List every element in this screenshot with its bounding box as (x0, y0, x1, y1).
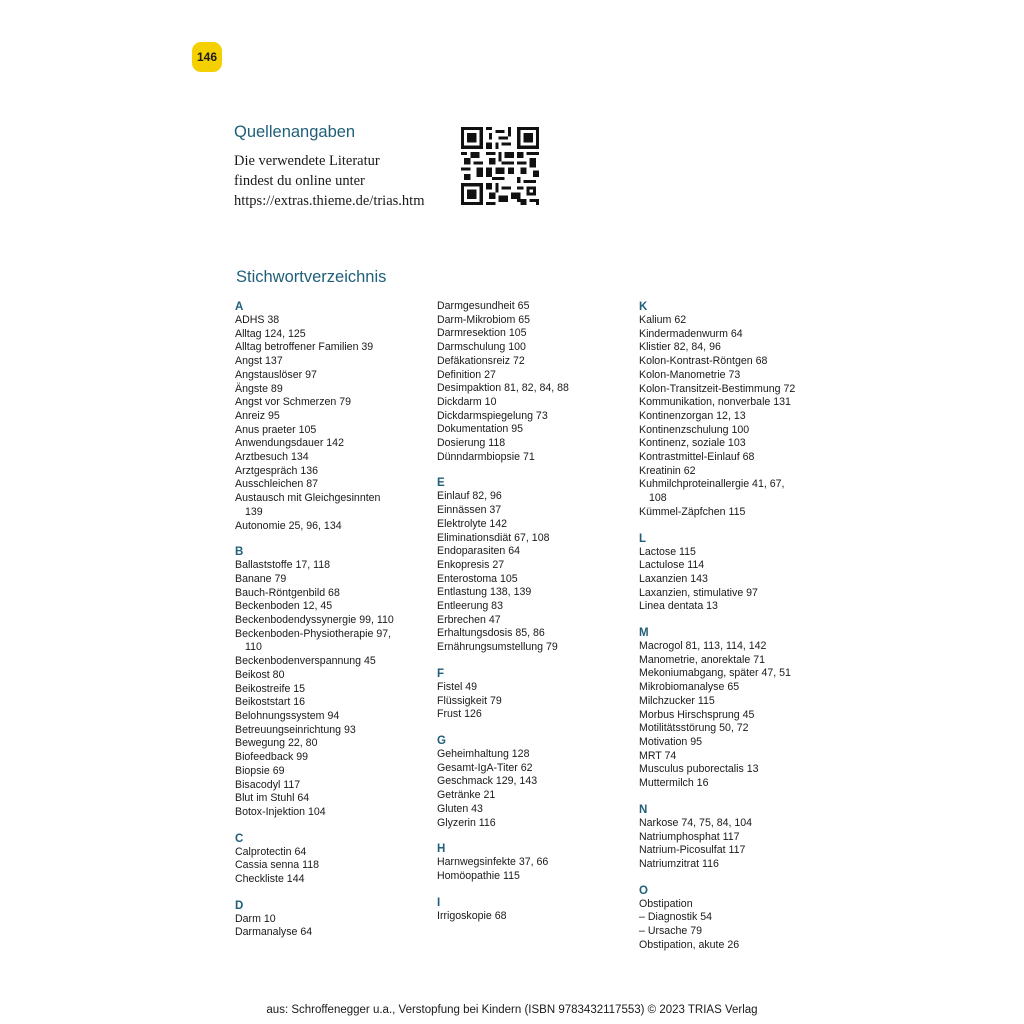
index-entry: Lactose 115 (639, 545, 696, 558)
index-heading: Stichwortverzeichnis (236, 268, 387, 286)
index-entry: – Diagnostik 54 (639, 911, 713, 924)
index-entry: Kontinenz, soziale 103 (639, 437, 746, 450)
index-entry: Getränke 21 (437, 789, 496, 802)
index-entry: Geheimhaltung 128 (437, 747, 530, 760)
index-entry: Kümmel-Zäpfchen 115 (639, 505, 746, 518)
sources-heading: Quellenangaben (234, 123, 356, 141)
index-entry: Kuhmilchproteinallergie 41, 67, (639, 478, 785, 491)
index-entry: Dosierung 118 (437, 437, 506, 450)
index-entry: 139 (245, 505, 263, 518)
index-entry: Bauch-Röntgenbild 68 (235, 586, 340, 599)
index-entry: Darm 10 (235, 912, 276, 925)
index-entry: Entlastung 138, 139 (437, 586, 532, 599)
sources-text (234, 151, 464, 211)
index-letter-heading: C (235, 832, 244, 845)
index-entry: Natrium-Picosulfat 117 (639, 844, 746, 857)
index-entry: 108 (649, 492, 667, 505)
index-group (235, 545, 435, 819)
index-entry: Anreiz 95 (235, 409, 280, 422)
sources-line: Die verwendete Literatur (234, 153, 380, 169)
index-entry: Ängste 89 (235, 382, 283, 395)
index-entry: Glyzerin 116 (437, 816, 496, 829)
index-group (639, 300, 839, 520)
index-entry: Dickdarmspiegelung 73 (437, 409, 548, 422)
index-group (437, 734, 637, 830)
index-entry: Banane 79 (235, 572, 287, 585)
index-entry: Darmgesundheit 65 (437, 300, 530, 312)
index-entry: Autonomie 25, 96, 134 (235, 519, 342, 532)
index-entry: Bewegung 22, 80 (235, 737, 318, 750)
index-entry: Fistel 49 (437, 680, 478, 693)
index-entry: Arztbesuch 134 (235, 451, 309, 464)
index-group (235, 899, 435, 940)
index-entry: Irrigoskopie 68 (437, 909, 507, 922)
index-column-1 (235, 300, 435, 952)
index-letter-heading: M (639, 627, 649, 640)
index-entry: Belohnungssystem 94 (235, 709, 340, 722)
index-entry: Defäkationsreiz 72 (437, 354, 525, 367)
index-entry: Beikost 80 (235, 668, 285, 681)
index-entry: Kindermadenwurm 64 (639, 327, 743, 340)
index-column-2 (437, 300, 637, 935)
index-entry: Kontinenzschulung 100 (639, 423, 750, 436)
index-entry: Enterostoma 105 (437, 572, 518, 585)
index-entry: Narkose 74, 75, 84, 104 (639, 816, 753, 829)
index-group (437, 667, 637, 722)
index-entry: Betreuungseinrichtung 93 (235, 723, 356, 736)
index-entry: Lactulose 114 (639, 559, 705, 572)
index-entry: Harnwegsinfekte 37, 66 (437, 856, 549, 869)
index-entry: Kolon-Manometrie 73 (639, 368, 741, 381)
index-entry: Laxanzien, stimulative 97 (639, 586, 758, 599)
index-entry: Kalium 62 (639, 314, 687, 326)
index-group (639, 626, 839, 791)
index-entry: Anwendungsdauer 142 (235, 437, 344, 450)
index-entry: Flüssigkeit 79 (437, 694, 502, 707)
index-entry: Einlauf 82, 96 (437, 490, 502, 503)
index-entry: Kontinenzorgan 12, 13 (639, 409, 746, 422)
index-entry: MRT 74 (639, 749, 677, 762)
index-entry: Darm-Mikrobiom 65 (437, 313, 531, 326)
index-entry: Ernährungsumstellung 79 (437, 641, 558, 654)
index-entry: Macrogol 81, 113, 114, 142 (639, 640, 767, 653)
index-entry: Desimpaktion 81, 82, 84, 88 (437, 382, 569, 395)
index-entry: Motivation 95 (639, 735, 703, 748)
index-entry: Definition 27 (437, 368, 496, 381)
qr-code-icon[interactable] (461, 127, 539, 205)
index-entry: Erbrechen 47 (437, 613, 501, 626)
index-entry: 110 (245, 641, 262, 654)
index-entry: Angst 137 (235, 355, 283, 368)
index-entry: Kontrastmittel-Einlauf 68 (639, 451, 755, 464)
index-letter-heading: N (639, 803, 648, 816)
index-letter-heading: A (235, 301, 244, 313)
index-letter-heading: G (437, 734, 446, 747)
index-entry: Alltag 124, 125 (235, 327, 306, 340)
index-entry: Obstipation (639, 897, 693, 910)
index-entry: Frust 126 (437, 708, 482, 721)
page-number: 146 (196, 50, 218, 64)
index-entry: Austausch mit Gleichgesinnten (235, 492, 381, 505)
index-letter-heading: I (437, 896, 441, 909)
index-entry: Mekoniumabgang, später 47, 51 (639, 667, 791, 680)
index-entry: Kolon-Kontrast-Röntgen 68 (639, 355, 768, 368)
index-entry: Laxanzien 143 (639, 572, 708, 585)
index-entry: Ballaststoffe 17, 118 (235, 559, 331, 572)
index-entry: Alltag betroffener Familien 39 (235, 341, 374, 354)
index-entry: ADHS 38 (235, 314, 280, 326)
index-entry: Dokumentation 95 (437, 423, 523, 436)
index-entry: Endoparasiten 64 (437, 545, 521, 558)
index-entry: Beckenbodenverspannung 45 (235, 655, 376, 668)
index-entry: Morbus Hirschsprung 45 (639, 708, 755, 721)
index-entry: Blut im Stuhl 64 (235, 792, 310, 805)
index-entry: Obstipation, akute 26 (639, 938, 740, 951)
index-entry: Ausschleichen 87 (235, 478, 319, 491)
index-entry: Gluten 43 (437, 802, 483, 815)
sources-url[interactable]: https://extras.thieme.de/trias.htm (234, 193, 425, 209)
index-entry: Dünndarmbiopsie 71 (437, 450, 535, 463)
index-entry: Musculus puborectalis 13 (639, 763, 759, 776)
index-letter-heading: K (639, 301, 648, 313)
index-entry: Beckenboden 12, 45 (235, 600, 333, 613)
page-number-badge (192, 42, 222, 72)
index-entry: Entleerung 83 (437, 600, 503, 613)
index-entry: Bisacodyl 117 (235, 778, 301, 791)
index-group (437, 476, 637, 654)
index-letter-heading: D (235, 899, 244, 912)
index-group (639, 803, 839, 872)
index-entry: Beckenbodendyssynergie 99, 110 (235, 614, 394, 627)
index-entry: Beckenboden-Physiotherapie 97, (235, 627, 392, 640)
index-entry: Biopsie 69 (235, 764, 285, 777)
index-group (437, 896, 637, 924)
index-entry: Mikrobiomanalyse 65 (639, 681, 740, 694)
index-entry: Einnässen 37 (437, 504, 502, 517)
index-entry: Darmresektion 105 (437, 327, 527, 340)
index-entry: – Ursache 79 (639, 925, 703, 938)
index-letter-heading: E (437, 477, 445, 490)
index-entry: Linea dentata 13 (639, 600, 718, 613)
index-group (235, 300, 435, 533)
index-group (235, 832, 435, 887)
index-entry: Biofeedback 99 (235, 751, 309, 764)
index-entry: Beikoststart 16 (235, 696, 306, 709)
index-entry: Kommunikation, nonverbale 131 (639, 396, 791, 409)
index-entry: Kolon-Transitzeit-Bestimmung 72 (639, 382, 796, 395)
index-group (639, 532, 839, 615)
index-group (437, 300, 637, 464)
index-entry: Muttermilch 16 (639, 777, 709, 790)
index-entry: Milchzucker 115 (639, 694, 715, 707)
index-entry: Checkliste 144 (235, 873, 305, 886)
index-group (639, 884, 839, 953)
index-entry: Motilitätsstörung 50, 72 (639, 722, 749, 735)
index-letter-heading: F (437, 667, 445, 680)
index-group (437, 842, 637, 883)
index-entry: Homöopathie 115 (437, 869, 520, 882)
index-entry: Klistier 82, 84, 96 (639, 341, 721, 354)
index-entry: Angstauslöser 97 (235, 368, 317, 381)
footer-citation: aus: Schroffenegger u.a., Verstopfung bei Kindern (ISBN 9783432117553) © 2023 TRIAS Verlag (266, 1004, 758, 1016)
index-entry: Geschmack 129, 143 (437, 775, 538, 788)
index-entry: Gesamt-IgA-Titer 62 (437, 761, 533, 774)
index-entry: Natriumphosphat 117 (639, 830, 740, 843)
index-entry: Darmanalyse 64 (235, 926, 313, 939)
index-entry: Kreatinin 62 (639, 464, 696, 477)
index-entry: Cassia senna 118 (235, 859, 320, 872)
index-entry: Manometrie, anorektale 71 (639, 653, 766, 666)
index-letter-heading: H (437, 843, 446, 856)
index-entry: Enkopresis 27 (437, 558, 505, 571)
index-entry: Erhaltungsdosis 85, 86 (437, 627, 545, 640)
index-entry: Darmschulung 100 (437, 341, 526, 354)
index-letter-heading: O (639, 884, 648, 897)
index-column-3 (639, 300, 839, 964)
index-letter-heading: L (639, 532, 647, 545)
index-entry: Eliminationsdiät 67, 108 (437, 531, 550, 544)
sources-line: findest du online unter (234, 173, 365, 189)
index-letter-heading: B (235, 546, 244, 559)
index-entry: Anus praeter 105 (235, 423, 317, 436)
index-entry: Botox-Injektion 104 (235, 805, 326, 818)
index-entry: Angst vor Schmerzen 79 (235, 396, 351, 409)
index-entry: Arztgespräch 136 (235, 464, 319, 477)
index-entry: Natriumzitrat 116 (639, 857, 719, 870)
index-entry: Calprotectin 64 (235, 845, 307, 858)
index-entry: Elektrolyte 142 (437, 517, 508, 530)
index-entry: Beikostreife 15 (235, 682, 306, 695)
index-entry: Dickdarm 10 (437, 395, 497, 408)
